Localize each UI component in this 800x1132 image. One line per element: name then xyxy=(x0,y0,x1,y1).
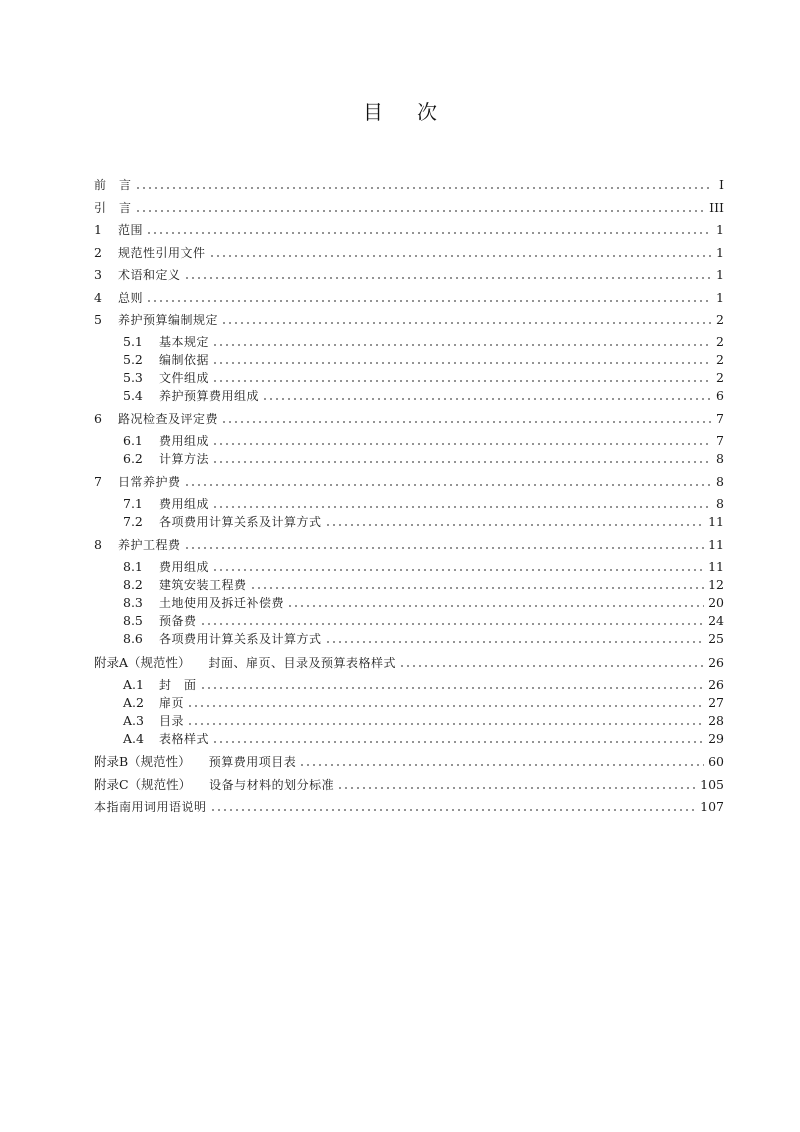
toc-entry-title: 养护工程费 xyxy=(118,538,181,552)
toc-entry-page-number: 26 xyxy=(708,677,724,692)
toc-entry-page-number: III xyxy=(709,200,724,215)
toc-entry-title: 各项费用计算关系及计算方式 xyxy=(159,632,322,646)
toc-entry-page-number: 7 xyxy=(716,411,724,426)
toc-entry[interactable] xyxy=(123,613,724,629)
toc-entry-page-number: 24 xyxy=(708,613,724,628)
toc-entry-number: 8.2 xyxy=(123,577,143,592)
toc-entry-title: 计算方法 xyxy=(159,452,210,466)
toc-entry-title: 引 言 xyxy=(94,201,132,215)
dot-leader xyxy=(146,231,712,235)
toc-entry-title: 日常养护费 xyxy=(118,475,181,489)
dot-leader xyxy=(184,546,705,550)
toc-entry[interactable] xyxy=(123,514,724,530)
toc-entry-number: 7.2 xyxy=(123,514,143,529)
toc-entry[interactable] xyxy=(123,677,724,693)
toc-entry-title: 费用组成 xyxy=(159,434,210,448)
dot-leader xyxy=(210,808,697,812)
toc-entry-title: 各项费用计算关系及计算方式 xyxy=(159,515,322,529)
dot-leader xyxy=(212,361,712,365)
toc-entry-number: A.1 xyxy=(123,677,144,692)
toc-entry-number: 8 xyxy=(94,537,102,552)
toc-entry-title: 封面、扉页、目录及预算表格样式 xyxy=(208,656,397,670)
dot-leader xyxy=(135,209,706,213)
toc-entry-number: A.3 xyxy=(123,713,144,728)
dot-leader xyxy=(250,586,705,590)
dot-leader xyxy=(200,622,705,626)
toc-entry[interactable] xyxy=(123,631,724,647)
toc-entry-title: 养护预算编制规定 xyxy=(118,313,219,327)
toc-entry-number: 5.4 xyxy=(123,388,143,403)
toc-entry[interactable] xyxy=(123,713,724,729)
toc-entry-title: 规范性引用文件 xyxy=(118,246,206,260)
toc-entry-page-number: 27 xyxy=(708,695,724,710)
toc-entry[interactable] xyxy=(94,537,724,553)
toc-entry-number: 5 xyxy=(94,312,102,327)
toc-entry[interactable] xyxy=(123,334,724,350)
toc-entry-title: 前 言 xyxy=(94,178,132,192)
toc-entry[interactable] xyxy=(123,731,724,747)
toc-entry-page-number: I xyxy=(719,177,724,192)
toc-entry-page-number: 29 xyxy=(708,731,724,746)
toc-entry-number: 5.1 xyxy=(123,334,143,349)
page-title-char-1: 目 xyxy=(363,100,383,124)
dot-leader xyxy=(212,460,712,464)
toc-entry-page-number: 1 xyxy=(716,245,724,260)
toc-entry-number: 附录A（规范性） xyxy=(94,655,191,670)
toc-entry-number: 6.1 xyxy=(123,433,143,448)
toc-entry-number: 8.3 xyxy=(123,595,143,610)
toc-entry-title: 扉页 xyxy=(159,696,185,710)
toc-entry-page-number: 1 xyxy=(716,267,724,282)
toc-entry[interactable] xyxy=(94,267,724,283)
dot-leader xyxy=(399,664,704,668)
toc-entry-page-number: 12 xyxy=(708,577,724,592)
toc-entry[interactable] xyxy=(123,496,724,512)
toc-entry-page-number: 1 xyxy=(716,290,724,305)
toc-entry-title: 术语和定义 xyxy=(118,268,181,282)
toc-entry-number: 7.1 xyxy=(123,496,143,511)
toc-entry-page-number: 28 xyxy=(708,713,724,728)
toc-entry-number: 6.2 xyxy=(123,451,143,466)
toc-entry[interactable] xyxy=(123,595,724,611)
toc-entry[interactable] xyxy=(94,177,724,193)
toc-entry-number: 附录B（规范性） xyxy=(94,754,191,769)
toc-entry-title: 表格样式 xyxy=(159,732,210,746)
toc-entry-title: 基本规定 xyxy=(159,335,210,349)
toc-entry-title: 封 面 xyxy=(159,678,197,692)
toc-entry[interactable] xyxy=(123,388,724,404)
toc-entry[interactable] xyxy=(123,559,724,575)
toc-entry-title: 本指南用词用语说明 xyxy=(94,800,207,814)
toc-entry-page-number: 11 xyxy=(708,514,724,529)
toc-entry[interactable] xyxy=(94,777,724,793)
toc-entry-title: 目录 xyxy=(159,714,185,728)
dot-leader xyxy=(187,722,704,726)
dot-leader xyxy=(187,704,704,708)
dot-leader xyxy=(212,442,712,446)
toc-entry-page-number: 2 xyxy=(716,370,724,385)
toc-entry-page-number: 1 xyxy=(716,222,724,237)
dot-leader xyxy=(184,276,712,280)
toc-entry[interactable] xyxy=(94,474,724,490)
toc-entry[interactable] xyxy=(123,370,724,386)
toc-entry[interactable] xyxy=(94,245,724,261)
dot-leader xyxy=(325,523,705,527)
toc-entry-page-number: 11 xyxy=(708,537,724,552)
dot-leader xyxy=(184,483,712,487)
dot-leader xyxy=(212,343,712,347)
toc-entry-number: 4 xyxy=(94,290,102,305)
toc-entry-page-number: 6 xyxy=(716,388,724,403)
toc-entry-page-number: 2 xyxy=(716,334,724,349)
toc-entry-number: A.4 xyxy=(123,731,144,746)
toc-entry[interactable] xyxy=(123,451,724,467)
toc-entry-number: 8.5 xyxy=(123,613,143,628)
dot-leader xyxy=(212,379,712,383)
toc-entry-page-number: 11 xyxy=(708,559,724,574)
dot-leader xyxy=(135,186,712,190)
dot-leader xyxy=(221,420,712,424)
toc-entry-page-number: 105 xyxy=(700,777,724,792)
toc-entry-title: 养护预算费用组成 xyxy=(159,389,260,403)
toc-entry[interactable] xyxy=(94,655,724,671)
toc-entry-title: 范围 xyxy=(118,223,144,237)
toc-entry-title: 费用组成 xyxy=(159,497,210,511)
toc-entry-number: 6 xyxy=(94,411,102,426)
toc-entry-title: 编制依据 xyxy=(159,353,210,367)
toc-entry-title: 费用组成 xyxy=(159,560,210,574)
toc-entry-title: 土地使用及拆迁补偿费 xyxy=(159,596,285,610)
toc-entry[interactable] xyxy=(123,433,724,449)
dot-leader xyxy=(200,686,705,690)
toc-entry-title: 预备费 xyxy=(159,614,197,628)
toc-entry[interactable] xyxy=(94,290,724,306)
toc-entry-number: 2 xyxy=(94,245,102,260)
toc-entry[interactable] xyxy=(123,577,724,593)
toc-entry-title: 预算费用项目表 xyxy=(208,755,297,769)
dot-leader xyxy=(209,254,712,258)
dot-leader xyxy=(221,321,712,325)
toc-entry-number: 1 xyxy=(94,222,102,237)
toc-entry-number: 5.3 xyxy=(123,370,143,385)
toc-entry-number: 8.6 xyxy=(123,631,143,646)
dot-leader xyxy=(287,604,704,608)
toc-entry[interactable] xyxy=(123,352,724,368)
toc-entry-page-number: 26 xyxy=(708,655,724,670)
dot-leader xyxy=(212,568,704,572)
toc-entry-title: 设备与材料的划分标准 xyxy=(209,778,335,792)
toc-entry-page-number: 107 xyxy=(700,799,724,814)
toc-entry-number: 7 xyxy=(94,474,102,489)
toc-entry-page-number: 2 xyxy=(716,312,724,327)
dot-leader xyxy=(262,397,712,401)
toc-entry-number: A.2 xyxy=(123,695,144,710)
toc-entry-number: 3 xyxy=(94,267,102,282)
toc-entry-title: 文件组成 xyxy=(159,371,210,385)
toc-entry-page-number: 8 xyxy=(716,496,724,511)
toc-entry-page-number: 2 xyxy=(716,352,724,367)
toc-entry-number: 附录C（规范性） xyxy=(94,777,192,792)
toc-entry-page-number: 25 xyxy=(708,631,724,646)
dot-leader xyxy=(212,740,704,744)
toc-entry-number: 8.1 xyxy=(123,559,143,574)
toc-entry-page-number: 8 xyxy=(716,451,724,466)
toc-entry-page-number: 7 xyxy=(716,433,724,448)
page-title xyxy=(0,96,800,125)
toc-entry-title: 建筑安装工程费 xyxy=(159,578,247,592)
toc-entry-page-number: 60 xyxy=(708,754,724,769)
toc-entry[interactable] xyxy=(94,799,724,815)
dot-leader xyxy=(299,763,704,767)
toc-entry[interactable] xyxy=(123,695,724,711)
toc-entry[interactable] xyxy=(94,754,724,770)
toc-entry-title: 总则 xyxy=(118,291,144,305)
toc-entry-page-number: 20 xyxy=(708,595,724,610)
toc-entry[interactable] xyxy=(94,312,724,328)
toc-entry-page-number: 8 xyxy=(716,474,724,489)
toc-entry-title: 路况检查及评定费 xyxy=(118,412,219,426)
dot-leader xyxy=(212,505,712,509)
toc-entry[interactable] xyxy=(94,200,724,216)
toc-entry-number: 5.2 xyxy=(123,352,143,367)
dot-leader xyxy=(337,786,696,790)
dot-leader xyxy=(325,640,705,644)
page-title-char-2: 次 xyxy=(417,100,437,124)
dot-leader xyxy=(146,299,712,303)
toc-entry[interactable] xyxy=(94,222,724,238)
toc-entry[interactable] xyxy=(94,411,724,427)
